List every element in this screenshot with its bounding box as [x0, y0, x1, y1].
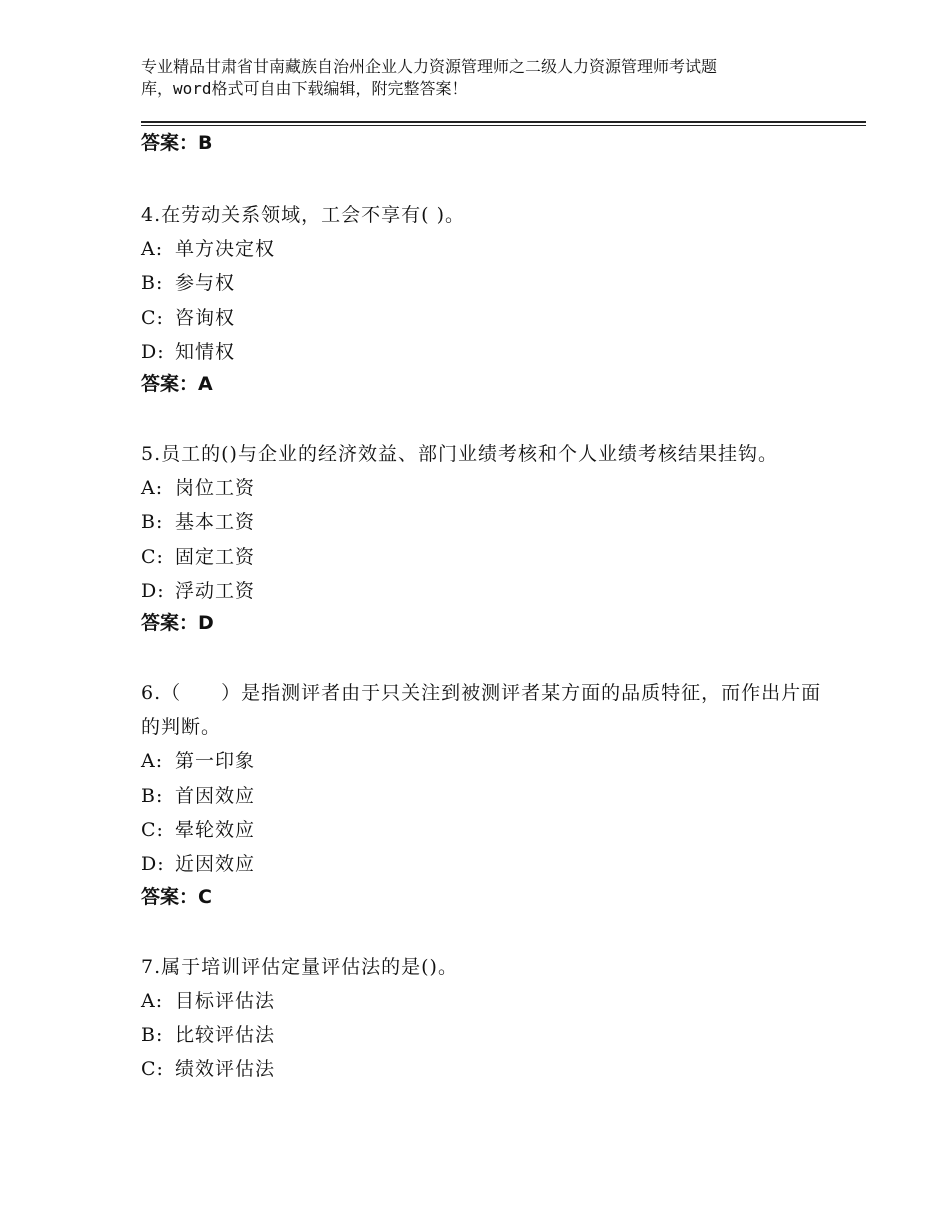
question-7-option-b: B: 比较评估法 [141, 1023, 276, 1046]
question-6-answer: 答案：C [141, 885, 212, 908]
question-5-option-a: A: 岗位工资 [141, 477, 256, 500]
question-6-option-b: B: 首因效应 [141, 784, 256, 807]
question-4-option-c: C: 咨询权 [141, 306, 236, 329]
header-rule-thin [141, 125, 866, 126]
question-5-option-b: B: 基本工资 [141, 511, 256, 534]
question-4-text: 4.在劳动关系领域，工会不享有( )。 [141, 204, 465, 226]
question-4 [141, 198, 831, 399]
question-4-option-a: A: 单方决定权 [141, 238, 276, 260]
document-header [141, 56, 831, 100]
question-5-option-d: D: 浮动工资 [141, 580, 256, 603]
document-body [141, 128, 831, 1086]
question-7 [141, 950, 831, 1087]
header-line-2: 库，word格式可自由下载编辑，附完整答案！ [141, 79, 468, 98]
question-6-option-d: D: 近因效应 [141, 853, 256, 876]
question-4-answer: 答案：A [141, 373, 213, 396]
header-line-1: 专业精品甘肃省甘南藏族自治州企业人力资源管理师之二级人力资源管理师考试题 [141, 57, 718, 76]
question-5-option-c: C: 固定工资 [141, 545, 256, 568]
question-6-option-c: C: 晕轮效应 [141, 818, 256, 841]
question-4-option-b: B: 参与权 [141, 272, 236, 295]
header-rule [141, 121, 866, 123]
question-5-text: 5.员工的()与企业的经济效益、部门业绩考核和个人业绩考核结果挂钩。 [141, 443, 778, 466]
previous-answer: 答案：B [141, 132, 213, 154]
question-4-option-d: D: 知情权 [141, 340, 236, 363]
question-5 [141, 437, 831, 638]
question-6-option-a: A: 第一印象 [141, 750, 256, 773]
question-6-text: 6.（ ）是指测评者由于只关注到被测评者某方面的品质特征，而作出片面的判断。 [141, 682, 822, 739]
question-7-option-c: C: 绩效评估法 [141, 1058, 276, 1081]
question-6 [141, 676, 831, 911]
question-7-text: 7.属于培训评估定量评估法的是()。 [141, 955, 458, 978]
question-7-option-a: A: 目标评估法 [141, 989, 276, 1012]
question-5-answer: 答案：D [141, 612, 214, 635]
